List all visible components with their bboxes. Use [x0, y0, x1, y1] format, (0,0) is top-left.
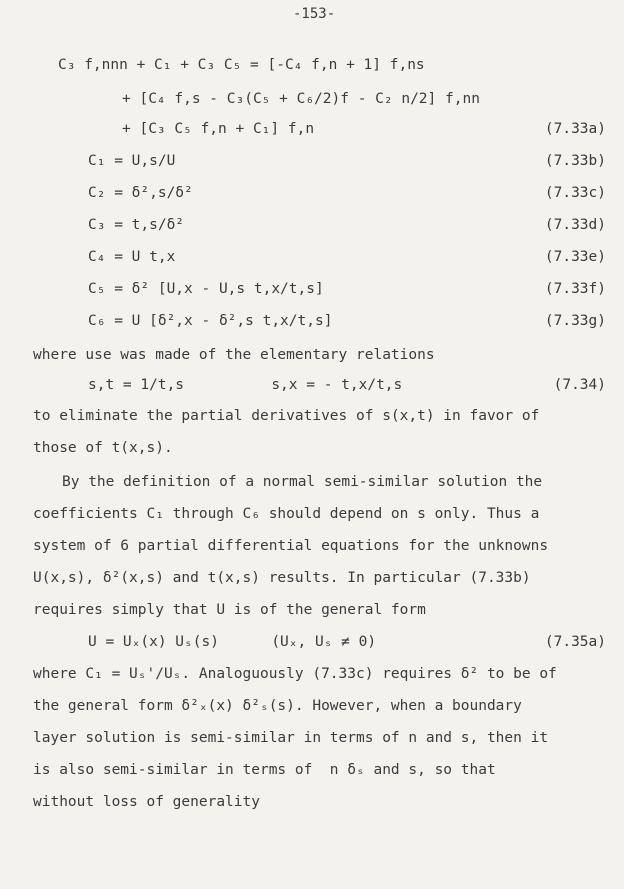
- equation-c2: C₂ = δ²,s/δ²: [88, 185, 193, 201]
- equation-label-7-35a: (7.35a): [544, 634, 606, 650]
- relation-7-34: s,t = 1/t,s s,x = - t,x/t,s: [88, 377, 403, 393]
- paragraph-3-line-1: By the definition of a normal semi-similar solution the: [62, 474, 543, 490]
- paragraph-3-line-3: system of 6 partial differential equations for the unknowns: [33, 538, 549, 554]
- equation-label-7-33b: (7.33b): [544, 153, 606, 169]
- equation-line-2: + [C₄ f,s - C₃(C₅ + C₆/2)f - C₂ n/2] f,nn: [122, 91, 480, 107]
- paragraph-4-line-1: where C₁ = Uₛ'/Uₛ. Analoguously (7.33c) requires δ² to be of: [33, 666, 557, 682]
- paragraph-1: where use was made of the elementary relations: [33, 347, 435, 363]
- paragraph-3-line-5: requires simply that U is of the general form: [33, 602, 426, 618]
- equation-label-7-33a: (7.33a): [544, 121, 606, 137]
- paragraph-2-line-2: those of t(x,s).: [33, 440, 173, 456]
- equation-label-7-33d: (7.33d): [544, 217, 606, 233]
- equation-label-7-34: (7.34): [553, 377, 606, 393]
- paragraph-2-line-1: to eliminate the partial derivatives of s(x,t) in favor of: [33, 408, 540, 424]
- equation-label-7-33f: (7.33f): [544, 281, 606, 297]
- equation-c5: C₅ = δ² [U,x - U,s t,x/t,s]: [88, 281, 324, 297]
- equation-label-7-33c: (7.33c): [544, 185, 606, 201]
- equation-c1: C₁ = U,s/U: [88, 153, 176, 169]
- equation-c3: C₃ = t,s/δ²: [88, 217, 185, 233]
- paragraph-4-line-4: is also semi-similar in terms of n δₛ and s, so that: [33, 762, 496, 778]
- paragraph-3-line-4: U(x,s), δ²(x,s) and t(x,s) results. In particular (7.33b): [33, 570, 531, 586]
- paragraph-4-line-2: the general form δ²ₓ(x) δ²ₛ(s). However, when a boundary: [33, 698, 522, 714]
- paragraph-3-line-2: coefficients C₁ through C₆ should depend on s only. Thus a: [33, 506, 540, 522]
- equation-c4: C₄ = U t,x: [88, 249, 176, 265]
- equation-line-1: C₃ f,nnn + C₁ + C₃ C₅ = [-C₄ f,n + 1] f,ns: [58, 57, 425, 73]
- paragraph-4-line-3: layer solution is semi-similar in terms of n and s, then it: [33, 730, 549, 746]
- equation-label-7-33e: (7.33e): [544, 249, 606, 265]
- equation-7-35a: U = Uₓ(x) Uₛ(s) (Uₓ, Uₛ ≠ 0): [88, 634, 377, 650]
- paragraph-4-line-5: without loss of generality: [33, 794, 260, 810]
- equation-c6: C₆ = U [δ²,x - δ²,s t,x/t,s]: [88, 313, 333, 329]
- equation-line-3: + [C₃ C₅ f,n + C₁] f,n: [122, 121, 315, 137]
- page-number: -153-: [293, 6, 336, 22]
- equation-label-7-33g: (7.33g): [544, 313, 606, 329]
